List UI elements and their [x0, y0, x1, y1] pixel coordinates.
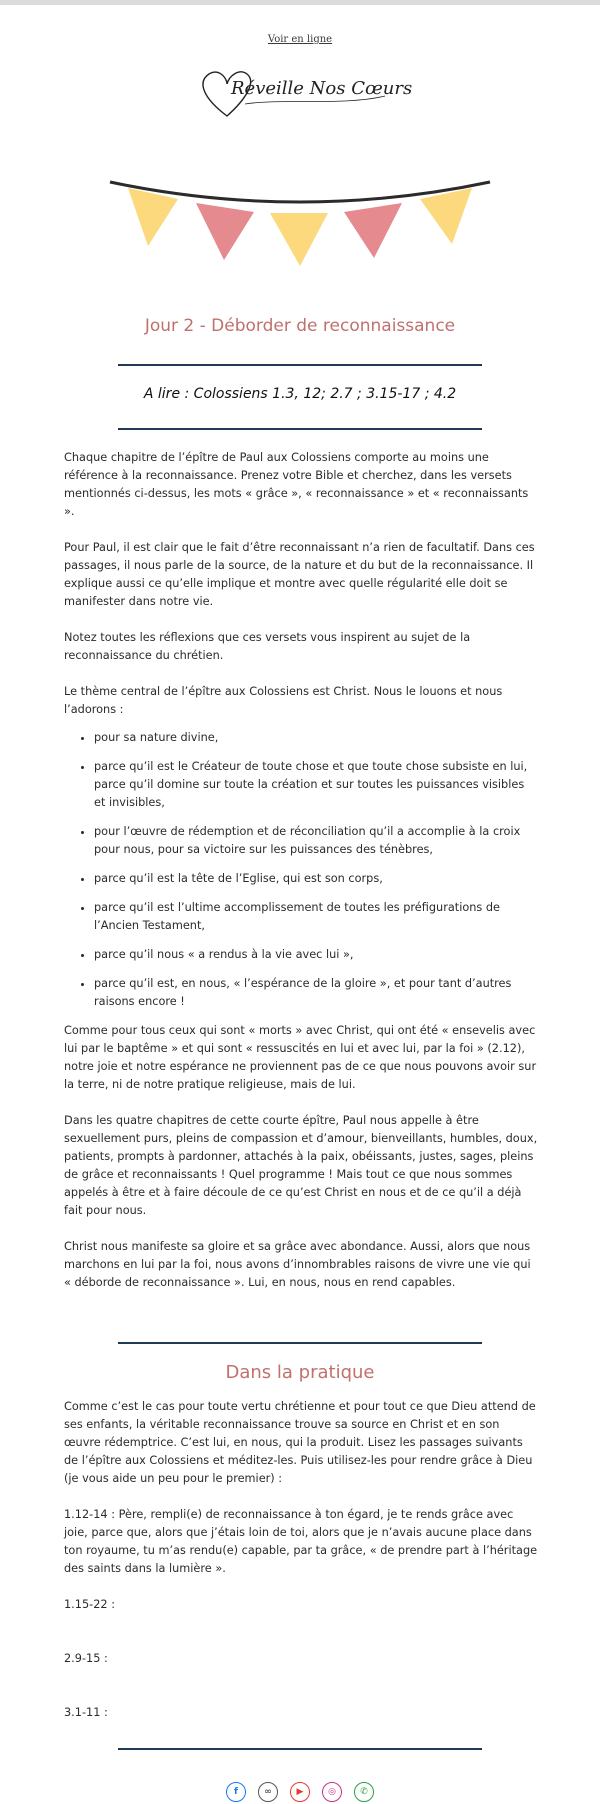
- list-item: • pour sa nature divine,: [94, 729, 538, 747]
- view-online-link[interactable]: Voir en ligne: [267, 34, 333, 45]
- list-item: • parce qu’il nous « a rendus à la vie avec lui »,: [94, 946, 538, 964]
- instagram-icon[interactable]: ◎: [322, 1782, 342, 1802]
- link-icon[interactable]: ∞: [258, 1782, 278, 1802]
- reading-reference: A lire : Colossiens 1.3, 12; 2.7 ; 3.15-17 ; 4.2: [143, 386, 457, 402]
- practice-body: [64, 1398, 538, 1740]
- paragraph: 1.12-14 : Père, rempli(e) de reconnaissance à ton égard, je te rends grâce avec joie, parce que, alors que j’étais loin de toi, alors que je n’avais aucune place dans ton royaume, tu m’as rendu(e) capable, par ta grâce, « de prendre part à l’héritage des saints dans la lumière ».: [64, 1508, 538, 1575]
- facebook-icon[interactable]: f: [226, 1782, 246, 1802]
- list-item: • parce qu’il est la tête de l’Eglise, qui est son corps,: [94, 870, 538, 888]
- divider: [118, 1748, 482, 1750]
- list-item: • parce qu’il est l’ultime accomplissement de toutes les préfigurations de l’Ancien Testament,: [94, 899, 538, 935]
- logo-text: Réveille Nos Cœurs: [231, 78, 413, 99]
- bunting-garland: [106, 170, 494, 275]
- paragraph: Chaque chapitre de l’épître de Paul aux Colossiens comporte au moins une référence à la reconnaissance. Prenez votre Bible et cherchez, dans les versets mentionnés ci-dessus, les mots « grâce », « reconnaissance » et « reconnaissants ».: [64, 451, 529, 518]
- paragraph: Christ nous manifeste sa gloire et sa grâce avec abondance. Aussi, alors que nous marchons en lui par la foi, nous avons d’innombrables raisons de vivre une vie qui « déborde de reconnaissance ». Lui, en nous, nous en rend capables.: [64, 1240, 531, 1289]
- flag-yellow: [270, 213, 328, 266]
- flag-yellow: [128, 188, 178, 246]
- verse-reference: 3.1-11 :: [64, 1706, 108, 1719]
- page-title: Jour 2 - Déborder de reconnaissance: [144, 316, 456, 336]
- list-item: • parce qu’il est, en nous, « l’espérance de la gloire », et pour tant d’autres raisons encore !: [94, 975, 538, 1011]
- paragraph: Comme pour tous ceux qui sont « morts » avec Christ, qui ont été « ensevelis avec lui par le baptême » et qui sont « ressuscités en lui et avec lui, par la foi » (2.12), notre joie et notre espérance ne proviennent pas de ce que nous pouvons avoir sur la terre, ni de notre pratique religieuse, mais de lui.: [64, 1024, 537, 1091]
- youtube-icon[interactable]: ▶: [290, 1782, 310, 1802]
- list-item: • parce qu’il est le Créateur de toute chose et que toute chose subsiste en lui, parce qu’il domine sur toute la création et sur toutes les puissances visibles et invisibles,: [94, 758, 538, 812]
- flag-pink: [196, 203, 254, 260]
- divider: [118, 428, 482, 430]
- top-divider: [0, 0, 600, 5]
- paragraph: Pour Paul, il est clair que le fait d’être reconnaissant n’a rien de facultatif. Dans ces passages, il nous parle de la source, de la nature et du but de la reconnaissance. Il explique aussi ce qu’elle implique et montre avec quelle régularité elle doit se manifester dans notre vie.: [64, 541, 535, 608]
- divider: [118, 1342, 482, 1344]
- flag-pink: [344, 203, 402, 258]
- social-links: [226, 1782, 376, 1804]
- paragraph: Notez toutes les réflexions que ces versets vous inspirent au sujet de la reconnaissance du chrétien.: [64, 631, 471, 662]
- flag-yellow: [420, 188, 472, 244]
- section-heading: Dans la pratique: [225, 1362, 375, 1383]
- verse-reference: 1.15-22 :: [64, 1598, 116, 1611]
- whatsapp-icon[interactable]: ✆: [354, 1782, 374, 1802]
- paragraph: Dans les quatre chapitres de cette courte épître, Paul nous appelle à être sexuellement purs, pleins de compassion et d’amour, bienveillants, humbles, doux, patients, prompts à pardonner, attachés à la paix, obéissants, justes, sages, pleins de grâce et reconnaissants ! Quel programme ! Mais tout ce que nous sommes appelés à être et à faire découle de ce qu’est Christ en nous et de ce qu’il a déjà fait pour nous.: [64, 1114, 538, 1217]
- list-item: • pour l’œuvre de rédemption et de réconciliation qu’il a accomplie à la croix pour nous, pour sa victoire sur les puissances des ténèbres,: [94, 823, 538, 859]
- logo: [195, 58, 413, 128]
- divider: [118, 364, 482, 366]
- paragraph: Le thème central de l’épître aux Colossiens est Christ. Nous le louons et nous l’adorons :: [64, 685, 503, 716]
- paragraph: Comme c’est le cas pour toute vertu chrétienne et pour tout ce que Dieu attend de ses enfants, la véritable reconnaissance trouve sa source en Christ et en son œuvre rédemptrice. C’est lui, en nous, qui la produit. Lisez les passages suivants de l’épître aux Colossiens et méditez-les. Puis utilisez-les pour rendre grâce à Dieu (je vous aide un peu pour le premier) :: [64, 1400, 536, 1485]
- article-body: [64, 449, 538, 1310]
- verse-reference: 2.9-15 :: [64, 1652, 108, 1665]
- praise-list: [64, 729, 538, 1011]
